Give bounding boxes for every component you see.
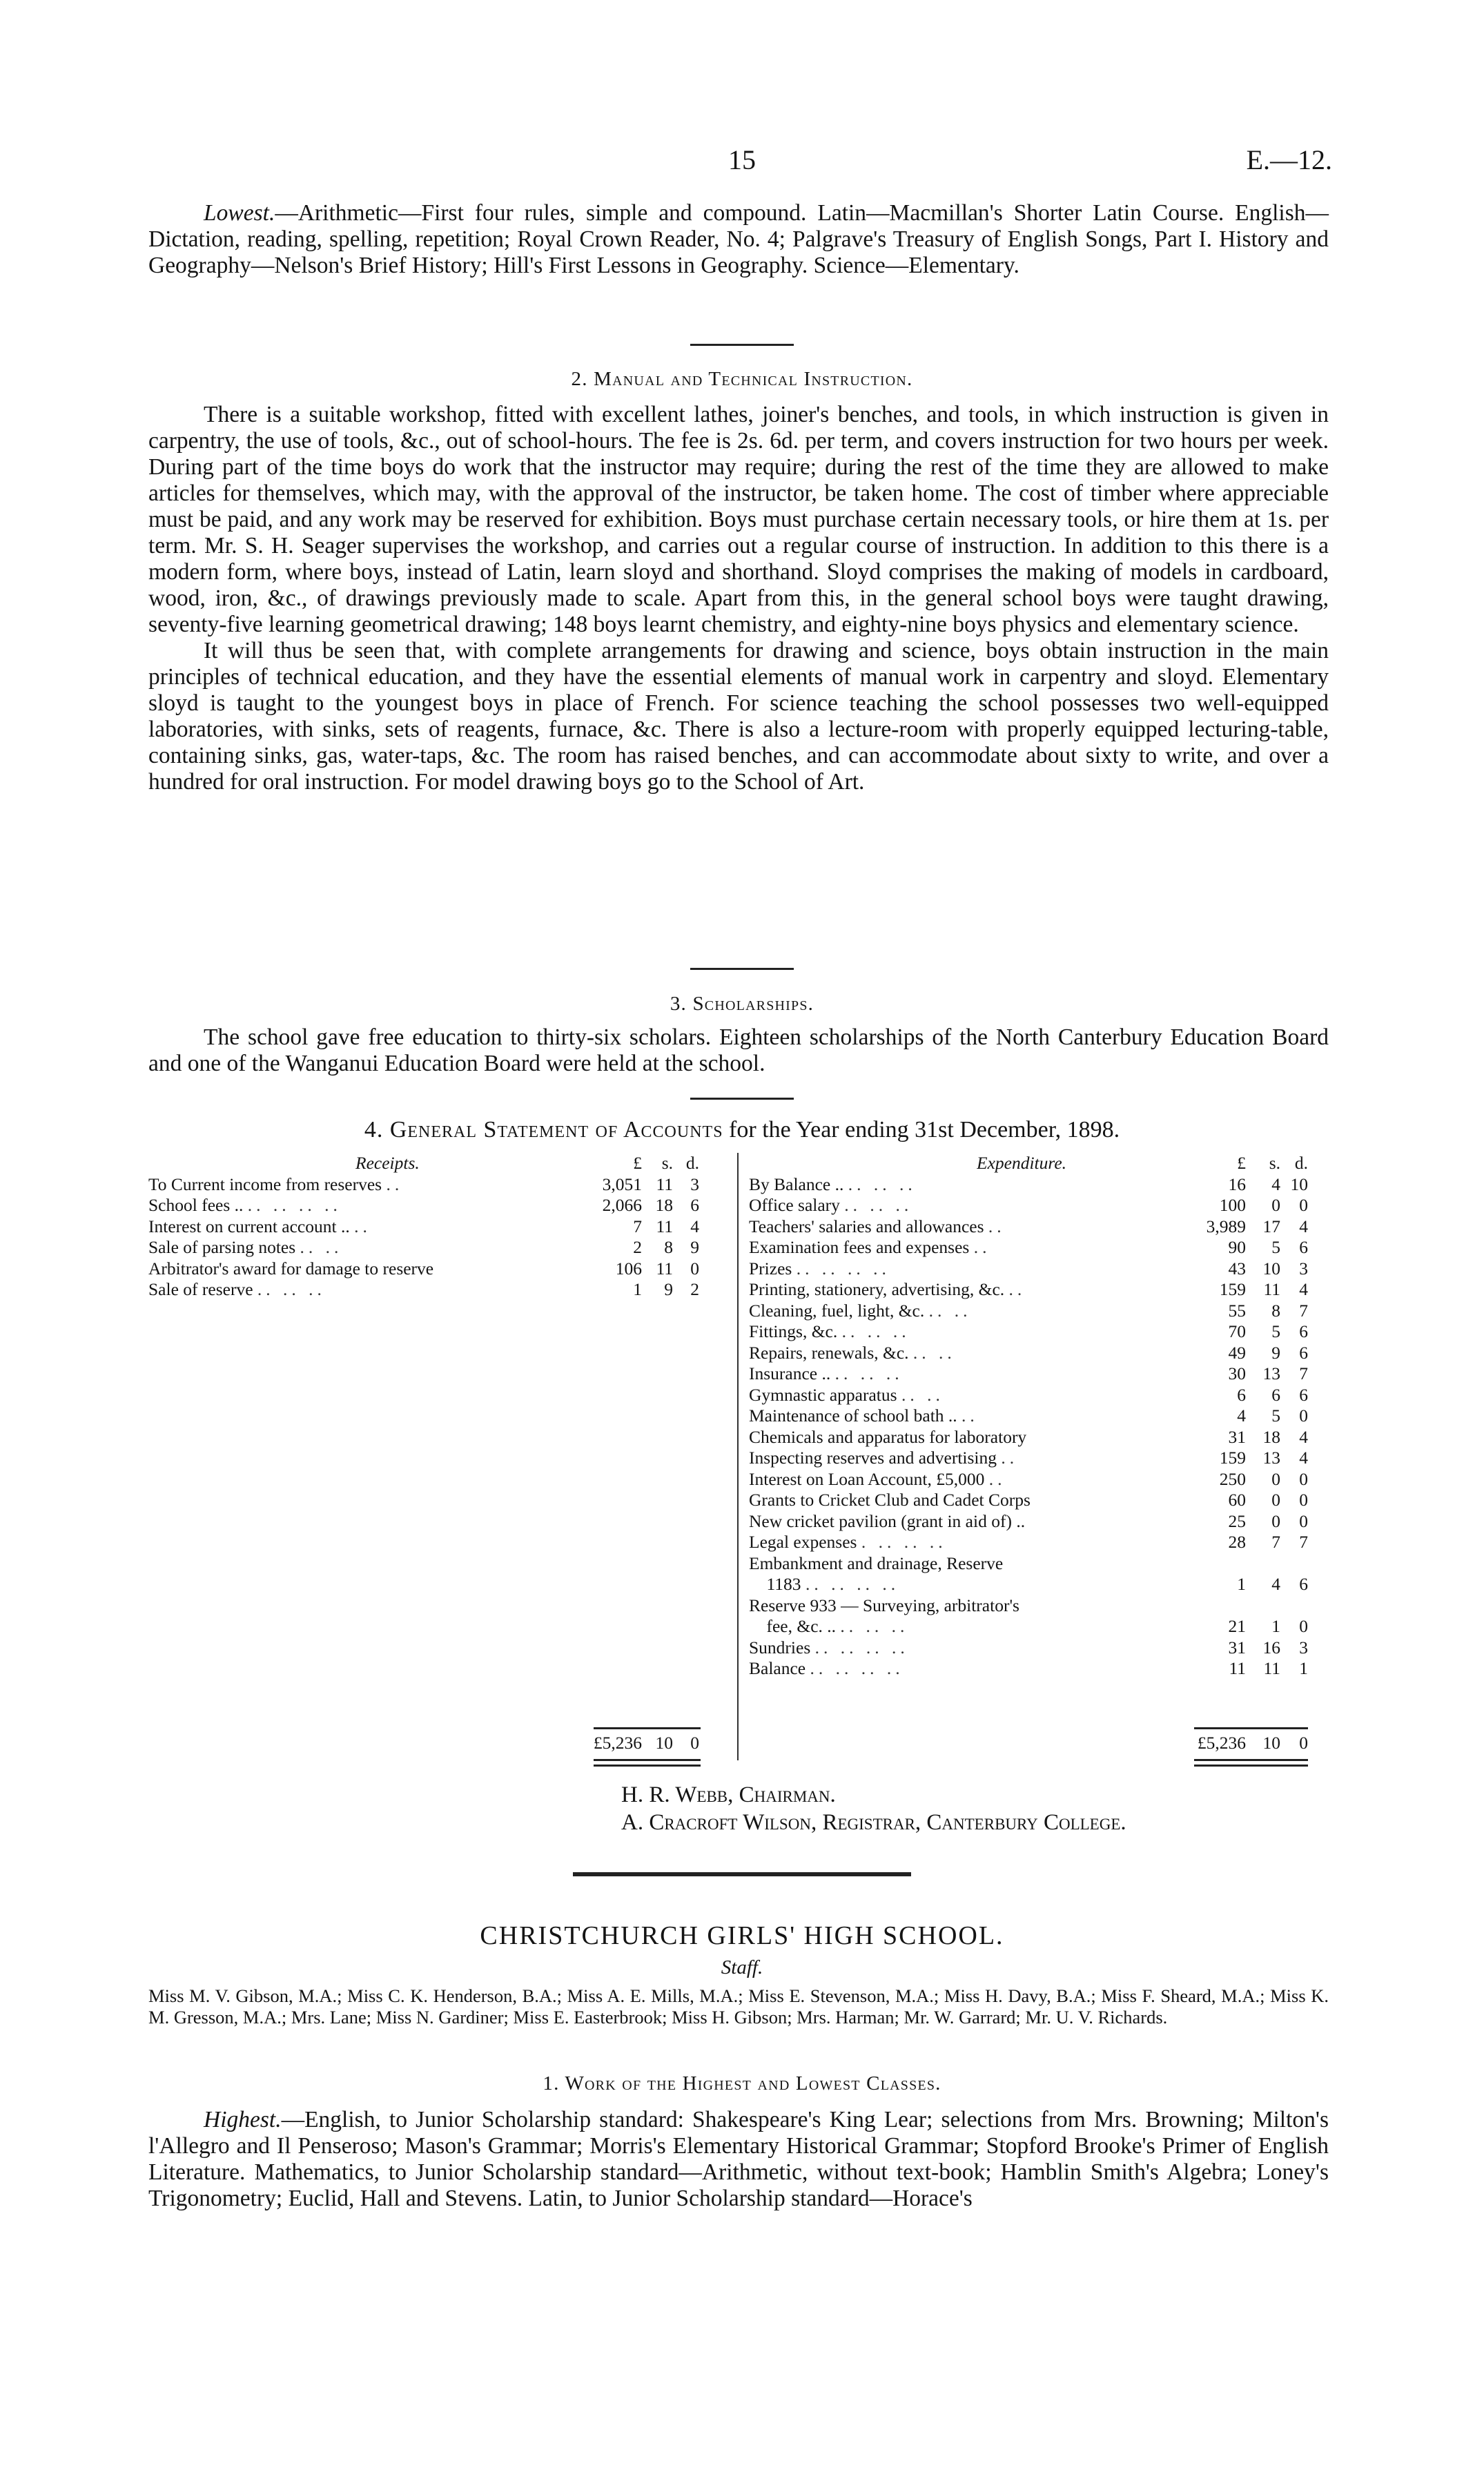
amount-shillings: 5 (1271, 1406, 1280, 1426)
amount-shillings: 18 (655, 1195, 673, 1215)
account-row-label (749, 1490, 1170, 1511)
amount-pounds: 11 (1229, 1658, 1246, 1678)
amount-pence: 9 (690, 1237, 699, 1257)
account-row-leader: .. .. .. (834, 1363, 904, 1383)
account-row-label (749, 1321, 1170, 1343)
amount-shillings: 17 (1262, 1216, 1280, 1236)
account-row-label (749, 1574, 1170, 1595)
account-row-leader: .. .. .. (848, 1174, 917, 1194)
total-rule (594, 1727, 701, 1729)
account-row-text: Fittings, &c. (749, 1321, 838, 1341)
account-row (148, 1258, 742, 1280)
col-shillings: s. (1269, 1153, 1280, 1173)
account-row-text: Repairs, renewals, &c. (749, 1342, 909, 1363)
account-row-text: By Balance .. (749, 1174, 844, 1194)
amount-pounds: 2,066 (602, 1195, 642, 1215)
amount-shillings: 13 (1262, 1448, 1280, 1468)
account-row-leader: .. .. .. .. (814, 1637, 909, 1657)
amount-pounds: 16 (1228, 1174, 1246, 1194)
receipts-total-row (148, 1733, 742, 1754)
account-row-label (749, 1448, 1170, 1469)
amount-shillings: 0 (1271, 1490, 1280, 1510)
amount-pounds: 4 (1237, 1406, 1246, 1426)
amount-pounds: 55 (1228, 1300, 1246, 1321)
account-row-label (749, 1406, 1170, 1427)
account-row-text: Prizes (749, 1258, 792, 1279)
account-row-leader: . .. .. .. (861, 1532, 947, 1552)
account-row-label (749, 1637, 1170, 1659)
account-row (148, 1195, 742, 1216)
account-row (749, 1553, 1336, 1575)
account-row-label (749, 1469, 1170, 1490)
account-row-label (749, 1301, 1170, 1322)
amount-pounds: 3,051 (602, 1174, 642, 1194)
lowest-paragraph (148, 200, 1329, 279)
expenditure-total-shillings: 10 (1262, 1733, 1280, 1753)
account-row (749, 1258, 1336, 1280)
account-row-label (749, 1532, 1170, 1553)
account-row-label (749, 1174, 1170, 1196)
account-row-leader: .. (988, 1216, 1006, 1236)
amount-pence: 6 (1299, 1237, 1308, 1257)
account-row-label (749, 1553, 1170, 1575)
lowest-text: —Arithmetic—First four rules, simple and compound. Latin—Macmillan's Shorter Latin Course. English—Dictation, reading, spelling, repetition; Royal Crown Reader, No. 4; Palgrave's Treasury of English Songs, Part I. History and Geography—Nelson's Brief History; Hill's First Lessons in Geography. Science—Elementary. (148, 200, 1329, 278)
amount-pounds: 159 (1219, 1279, 1246, 1299)
account-row (749, 1363, 1336, 1385)
amount-pounds: 1 (1237, 1574, 1246, 1594)
amount-pounds: 250 (1219, 1468, 1246, 1489)
amount-pence: 0 (1299, 1616, 1308, 1636)
highest-label: Highest. (204, 2107, 282, 2132)
account-row-label (749, 1216, 1170, 1238)
account-row-label (749, 1385, 1170, 1406)
receipts-total-shillings: 10 (655, 1733, 673, 1753)
double-rule-b (1194, 1765, 1308, 1767)
account-row (749, 1637, 1336, 1659)
account-row (749, 1490, 1336, 1511)
amount-shillings: 0 (1271, 1195, 1280, 1215)
amount-pence: 3 (690, 1174, 699, 1194)
account-row-text: Sale of reserve (148, 1279, 253, 1299)
amount-pence: 0 (690, 1258, 699, 1279)
amount-pence: 4 (690, 1216, 699, 1236)
account-row-leader: .. (386, 1174, 404, 1194)
amount-shillings: 8 (1271, 1300, 1280, 1321)
expenditure-header: Expenditure. (977, 1153, 1067, 1173)
amount-pounds: 25 (1228, 1510, 1246, 1531)
section3-body (148, 1024, 1329, 1077)
amount-shillings: 13 (1262, 1363, 1280, 1383)
account-row (148, 1237, 742, 1258)
section2-paragraph-2: It will thus be seen that, with complete arrangements for drawing and science, boys obtain instruction in the main principles of technical education, and they have the essential elements of manual work in carpentry and sloyd. Elementary sloyd is taught to the youngest boys in place of French. For science teaching the school possesses two well-equipped laboratories, with sinks, sets of reagents, furnace, &c. There is also a lecture-room with properly equipped lecturing-table, containing sinks, gas, water-taps, &c. The room has raised benches, and can accommodate about sixty to write, and over a hundred for oral instruction. For model drawing boys go to the School of Art. (148, 638, 1329, 795)
amount-pence: 4 (1299, 1426, 1308, 1447)
amount-shillings: 1 (1271, 1616, 1280, 1636)
account-row-label (148, 1258, 569, 1280)
account-row-text: Interest on current account .. (148, 1216, 350, 1236)
amount-pence: 4 (1299, 1216, 1308, 1236)
account-row-label (148, 1237, 569, 1258)
account-row (749, 1406, 1336, 1427)
amount-pounds: 30 (1228, 1363, 1246, 1383)
col-pence: d. (1294, 1153, 1308, 1173)
amount-shillings: 7 (1271, 1532, 1280, 1552)
account-row-text: Legal expenses (749, 1532, 857, 1552)
page-number: 15 (728, 144, 756, 175)
amount-pounds: 31 (1228, 1637, 1246, 1657)
account-row-label (148, 1195, 569, 1216)
expenditure-rows (749, 1174, 1336, 1680)
account-row-leader: .. .. (928, 1300, 972, 1321)
expenditure-total-pounds: £5,236 (1197, 1733, 1246, 1753)
account-row-text: Interest on Loan Account, £5,000 (749, 1468, 985, 1489)
account-row-text: Gymnastic apparatus (749, 1384, 897, 1405)
account-row (749, 1301, 1336, 1322)
account-row (148, 1174, 742, 1196)
staff-label: Staff. (721, 1956, 763, 1979)
account-row-text: School fees .. (148, 1195, 244, 1215)
staff-list: Miss M. V. Gibson, M.A.; Miss C. K. Henderson, B.A.; Miss A. E. Mills, M.A.; Miss E. Stevenson, M.A.; Miss H. Davy, B.A.; Miss F. Sheard, M.A.; Miss K. M. Gresson, M.A.; Mrs. Lane; Miss N. Gardiner; Miss E. Easterbrook; Miss H. Gibson; Mrs. Harman; Mr. W. Garrard; Mr. U. V. Richards. (148, 1985, 1329, 2028)
account-row-text: Maintenance of school bath .. (749, 1406, 957, 1426)
account-row (749, 1616, 1336, 1637)
account-row-leader: .. .. (912, 1342, 956, 1363)
highest-paragraph (148, 2107, 1329, 2212)
amount-pence: 10 (1290, 1174, 1308, 1194)
amount-shillings: 4 (1271, 1574, 1280, 1594)
account-row-leader: .. .. (901, 1384, 944, 1405)
account-row (749, 1595, 1336, 1617)
account-row (148, 1279, 742, 1301)
account-row-leader: .. .. .. .. (810, 1658, 904, 1678)
amount-pence: 0 (1299, 1406, 1308, 1426)
divider (690, 1098, 794, 1100)
amount-shillings: 11 (656, 1174, 673, 1194)
account-row-label (749, 1363, 1170, 1385)
account-row-text: 1183 (749, 1574, 801, 1594)
account-row (749, 1469, 1336, 1490)
account-row-label (749, 1279, 1170, 1301)
signature-chairman: H. R. Webb, Chairman. (621, 1782, 836, 1807)
account-row-leader: .. (988, 1468, 1006, 1489)
account-row-leader: .. .. .. (840, 1616, 909, 1636)
section2-body (148, 402, 1329, 795)
signature-registrar: A. Cracroft Wilson, Registrar, Canterbury College. (621, 1810, 1126, 1835)
amount-pence: 7 (1299, 1300, 1308, 1321)
account-row-text: Sale of parsing notes (148, 1237, 296, 1257)
accounts-title (0, 1117, 1484, 1143)
amount-shillings: 4 (1271, 1174, 1280, 1194)
amount-shillings: 9 (664, 1279, 673, 1299)
expenditure-total-pence: 0 (1299, 1733, 1308, 1753)
amount-pence: 2 (690, 1279, 699, 1299)
amount-pence: 6 (1299, 1321, 1308, 1341)
school-title: CHRISTCHURCH GIRLS' HIGH SCHOOL. (480, 1921, 1004, 1950)
receipts-total-pence: 0 (690, 1733, 699, 1753)
double-rule-a (1194, 1759, 1308, 1761)
divider (690, 344, 794, 346)
amount-shillings: 0 (1271, 1510, 1280, 1531)
account-row-label (749, 1511, 1170, 1533)
amount-pence: 4 (1299, 1448, 1308, 1468)
account-row-label (148, 1174, 569, 1196)
account-row-label (749, 1258, 1170, 1280)
amount-pounds: 3,989 (1206, 1216, 1246, 1236)
lowest-label: Lowest. (204, 200, 275, 226)
amount-shillings: 0 (1271, 1468, 1280, 1489)
account-row (749, 1321, 1336, 1343)
account-row-label (749, 1658, 1170, 1680)
amount-pence: 3 (1299, 1637, 1308, 1657)
amount-pounds: 49 (1228, 1342, 1246, 1363)
amount-pence: 6 (1299, 1574, 1308, 1594)
account-row-text: Balance (749, 1658, 806, 1678)
amount-pounds: 21 (1228, 1616, 1246, 1636)
amount-shillings: 18 (1262, 1426, 1280, 1447)
account-row-text: Inspecting reserves and advertising (749, 1448, 997, 1468)
account-row-leader: .. (1008, 1279, 1026, 1299)
accounts-title-rest: for the Year ending 31st December, 1898. (723, 1117, 1120, 1143)
account-row-label (749, 1237, 1170, 1258)
amount-shillings: 16 (1262, 1637, 1280, 1657)
amount-shillings: 10 (1262, 1258, 1280, 1279)
amount-shillings: 11 (656, 1258, 673, 1279)
receipts-header: Receipts. (355, 1153, 420, 1173)
section-heading-highest-lowest: 1. Work of the Highest and Lowest Classes. (543, 2072, 941, 2094)
col-pounds: £ (1237, 1153, 1246, 1173)
account-row-text: fee, &c. .. (749, 1616, 837, 1636)
account-row (749, 1195, 1336, 1216)
account-row (749, 1279, 1336, 1301)
amount-pounds: 2 (633, 1237, 642, 1257)
highest-text: —English, to Junior Scholarship standard: Shakespeare's King Lear; selections from Mrs. Browning; Milton's l'Allegro and Il Penseroso; Mason's Grammar; Morris's Elementary Historical Grammar; Stopford Brooke's Primer of English Literature. Mathematics, to Junior Scholarship standard—Arithmetic, without text-book; Hamblin Smith's Algebra; Loney's Trigonometry; Euclid, Hall and Stevens. Latin, to Junior Scholarship standard—Horace's (148, 2107, 1329, 2211)
account-row-text: Sundries (749, 1637, 811, 1657)
account-row-label (749, 1595, 1170, 1617)
expenditure-table (749, 1153, 1336, 1774)
amount-pence: 4 (1299, 1279, 1308, 1299)
account-row-label (749, 1195, 1170, 1216)
amount-pounds: 7 (633, 1216, 642, 1236)
total-rule (1194, 1727, 1308, 1729)
account-row-leader: .. .. .. (257, 1279, 326, 1299)
amount-pounds: 43 (1228, 1258, 1246, 1279)
account-row-text: Reserve 933 — Surveying, arbitrator's (749, 1595, 1019, 1615)
account-row-text: Teachers' salaries and allowances (749, 1216, 984, 1236)
account-row (749, 1343, 1336, 1364)
account-row-text: Cleaning, fuel, light, &c. (749, 1300, 925, 1321)
section-heading-scholarships: 3. Scholarships. (670, 993, 814, 1015)
account-row-leader: .. (1001, 1448, 1019, 1468)
amount-shillings: 11 (1263, 1658, 1280, 1678)
account-row-label (749, 1343, 1170, 1364)
receipts-total-pounds: £5,236 (593, 1733, 642, 1753)
amount-pence: 1 (1299, 1658, 1308, 1678)
account-row (749, 1574, 1336, 1595)
account-row-text: New cricket pavilion (grant in aid of) .. (749, 1510, 1026, 1531)
amount-pence: 6 (1299, 1384, 1308, 1405)
amount-pounds: 60 (1228, 1490, 1246, 1510)
amount-pence: 0 (1299, 1490, 1308, 1510)
amount-pence: 3 (1299, 1258, 1308, 1279)
amount-shillings: 9 (1271, 1342, 1280, 1363)
section-heading-manual-technical: 2. Manual and Technical Instruction. (571, 368, 913, 390)
double-rule-b (594, 1765, 701, 1767)
amount-pounds: 159 (1219, 1448, 1246, 1468)
receipts-rows (148, 1174, 742, 1301)
amount-shillings: 11 (656, 1216, 673, 1236)
document-reference: E.—12. (1246, 144, 1332, 175)
account-row-label (148, 1216, 569, 1238)
account-row (749, 1427, 1336, 1448)
account-row-leader: .. (973, 1237, 991, 1257)
amount-pounds: 90 (1228, 1237, 1246, 1257)
amount-pounds: 31 (1228, 1426, 1246, 1447)
double-rule-a (594, 1759, 701, 1761)
account-row-leader: .. .. .. .. (796, 1258, 890, 1279)
column-divider (737, 1153, 739, 1760)
account-row-leader: .. .. .. .. (805, 1574, 900, 1594)
divider (690, 968, 794, 970)
account-row-leader: .. .. .. (841, 1321, 910, 1341)
amount-pounds: 106 (615, 1258, 642, 1279)
accounts-title-sc: 4. General Statement of Accounts (364, 1117, 723, 1143)
amount-pence: 6 (1299, 1342, 1308, 1363)
account-row-text: Grants to Cricket Club and Cadet Corps (749, 1490, 1031, 1510)
account-row-leader: .. (354, 1216, 371, 1236)
amount-shillings: 11 (1263, 1279, 1280, 1299)
col-pounds: £ (633, 1153, 642, 1173)
account-row-text: Chemicals and apparatus for laboratory (749, 1426, 1027, 1447)
amount-shillings: 5 (1271, 1237, 1280, 1257)
col-shillings: s. (661, 1153, 673, 1173)
account-row-text: Examination fees and expenses (749, 1237, 970, 1257)
account-row-text: To Current income from reserves (148, 1174, 382, 1194)
account-row (749, 1174, 1336, 1196)
expenditure-total-row (749, 1733, 1336, 1754)
account-row-text: Office salary (749, 1195, 840, 1215)
account-row-leader: .. .. .. (844, 1195, 913, 1215)
account-row-text: Insurance .. (749, 1363, 831, 1383)
amount-pence: 0 (1299, 1468, 1308, 1489)
receipts-table (148, 1153, 742, 1774)
account-row (749, 1237, 1336, 1258)
amount-shillings: 6 (1271, 1384, 1280, 1405)
account-row-text: Printing, stationery, advertising, &c. (749, 1279, 1005, 1299)
amount-pounds: 6 (1237, 1384, 1246, 1405)
amount-pounds: 1 (633, 1279, 642, 1299)
amount-pence: 0 (1299, 1510, 1308, 1531)
account-row-leader: .. (961, 1406, 979, 1426)
account-row (749, 1385, 1336, 1406)
account-row (749, 1511, 1336, 1533)
account-row-label (749, 1616, 1170, 1637)
account-row (749, 1532, 1336, 1553)
col-pence: d. (685, 1153, 699, 1173)
amount-pence: 7 (1299, 1363, 1308, 1383)
amount-pounds: 100 (1219, 1195, 1246, 1215)
account-row (148, 1216, 742, 1238)
account-row-text: Arbitrator's award for damage to reserve (148, 1258, 434, 1279)
account-row-text: Embankment and drainage, Reserve (749, 1553, 1004, 1573)
section-end-rule (573, 1872, 911, 1876)
amount-pounds: 28 (1228, 1532, 1246, 1552)
scholarships-paragraph: The school gave free education to thirty-six scholars. Eighteen scholarships of the North Canterbury Education Board and one of the Wanganui Education Board were held at the school. (148, 1024, 1329, 1076)
account-row-label (749, 1427, 1170, 1448)
section2-paragraph-1: There is a suitable workshop, fitted with excellent lathes, joiner's benches, and tools, in which instruction is given in carpentry, the use of tools, &c., out of school-hours. The fee is 2s. 6d. per term, and covers instruction for two hours per week. During part of the time boys do work that the instructor may require; during the rest of the time they are allowed to make articles for themselves, which may, with the approval of the instructor, be taken home. The cost of timber where appreciable must be paid, and any work may be reserved for exhibition. Boys must purchase certain necessary tools, or hire them at 1s. per term. Mr. S. H. Seager supervises the workshop, and carries out a regular course of instruction. In addition to this there is a modern form, where boys, instead of Latin, learn sloyd and shorthand. Sloyd comprises the making of models in cardboard, wood, iron, &c., of drawings previously made to scale. Apart from this, in the general school boys were taught drawing, seventy-five learning geometrical drawing; 148 boys learnt chemistry, and eighty-nine boys physics and elementary science. (148, 402, 1329, 637)
account-row-leader: .. .. (300, 1237, 343, 1257)
amount-pence: 6 (690, 1195, 699, 1215)
account-row (749, 1448, 1336, 1469)
amount-pence: 7 (1299, 1532, 1308, 1552)
account-row-leader: .. .. .. .. (247, 1195, 342, 1215)
account-row (749, 1658, 1336, 1680)
account-row-label (148, 1279, 569, 1301)
amount-pounds: 70 (1228, 1321, 1246, 1341)
amount-pence: 0 (1299, 1195, 1308, 1215)
account-row (749, 1216, 1336, 1238)
amount-shillings: 8 (664, 1237, 673, 1257)
amount-shillings: 5 (1271, 1321, 1280, 1341)
